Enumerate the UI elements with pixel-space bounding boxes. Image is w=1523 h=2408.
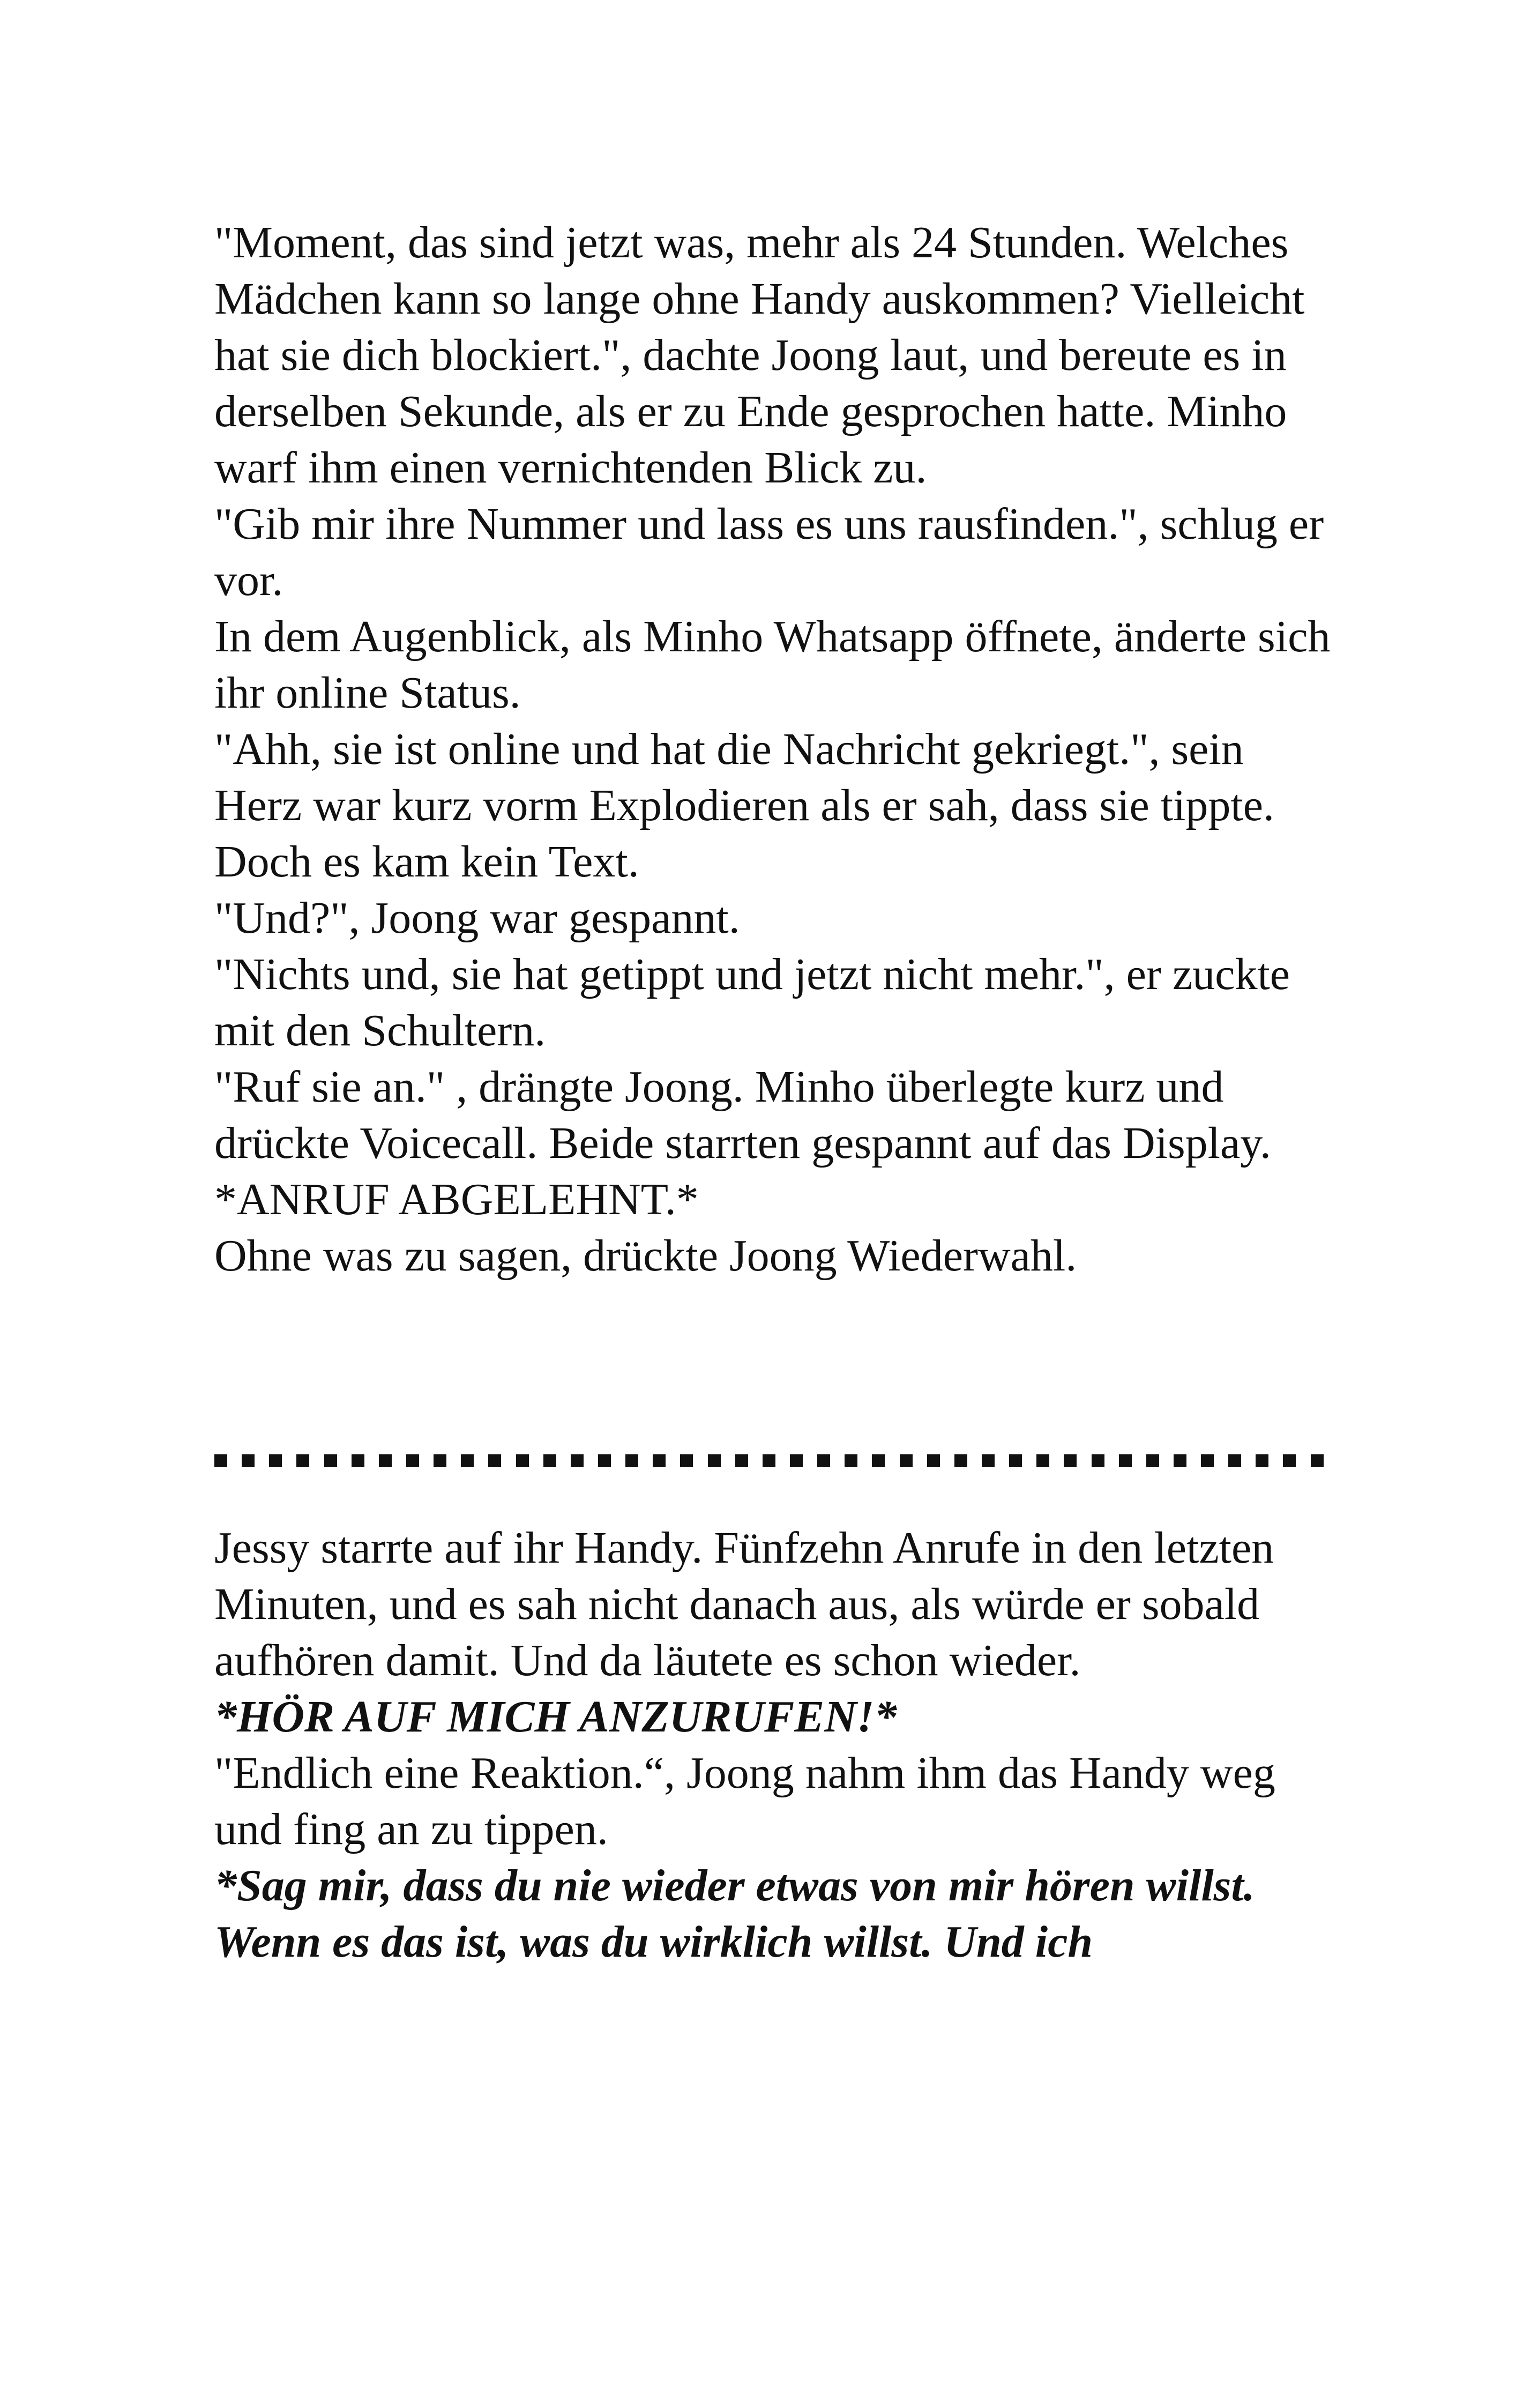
divider-dot: [872, 1454, 885, 1467]
paragraph: In dem Augenblick, als Minho Whatsapp öffnete, änderte sich ihr online Status.: [214, 612, 1331, 718]
divider-dot: [790, 1454, 803, 1467]
divider-dot: [1036, 1454, 1049, 1467]
paragraph: Ohne was zu sagen, drückte Joong Wiederwahl.: [214, 1231, 1077, 1281]
paragraph: "Nichts und, sie hat getippt und jetzt nicht mehr.", er zuckte mit den Schultern.: [214, 949, 1290, 1056]
paragraph: "Ruf sie an." , drängte Joong. Minho überlegte kurz und drückte Voicecall. Beide starrten gespannt auf das Display.: [214, 1062, 1271, 1168]
paragraph: "Ahh, sie ist online und hat die Nachricht gekriegt.", sein Herz war kurz vorm Explodieren als er sah, dass sie tippte. Doch es kam kein Text.: [214, 724, 1275, 887]
divider-dot: [1228, 1454, 1241, 1467]
text-section-1: [214, 214, 1340, 1284]
divider-dot: [434, 1454, 446, 1467]
divider-dot: [214, 1454, 227, 1467]
divider-dot: [1146, 1454, 1159, 1467]
divider-dot: [1119, 1454, 1132, 1467]
divider-dot: [571, 1454, 584, 1467]
divider-dot: [625, 1454, 638, 1467]
divider-dot: [488, 1454, 501, 1467]
divider-dot: [680, 1454, 693, 1467]
paragraph: "Und?", Joong war gespannt.: [214, 893, 740, 943]
paragraph: "Gib mir ihre Nummer und lass es uns rausfinden.", schlug er vor.: [214, 499, 1324, 605]
divider-dot: [352, 1454, 364, 1467]
divider-dot: [1174, 1454, 1186, 1467]
message-text: *HÖR AUF MICH ANZURUFEN!*: [214, 1692, 897, 1742]
divider-dot: [324, 1454, 337, 1467]
divider-dot: [653, 1454, 666, 1467]
paragraph: "Moment, das sind jetzt was, mehr als 24 Stunden. Welches Mädchen kann so lange ohne Handy auskommen? Vielleicht hat sie dich blockiert.", dachte Joong laut, und bereute es in derselben Sekunde, als er zu Ende gesprochen hatte. Minho warf ihm einen vernichtenden Blick zu.: [214, 218, 1305, 493]
divider-dot: [406, 1454, 419, 1467]
paragraph: *ANRUF ABGELEHNT.*: [214, 1175, 699, 1224]
paragraph: Jessy starrte auf ihr Handy. Fünfzehn Anrufe in den letzten Minuten, und es sah nicht danach aus, als würde er sobald aufhören damit. Und da läutete es schon wieder.: [214, 1523, 1274, 1685]
divider-dot: [598, 1454, 611, 1467]
message-text: *Sag mir, dass du nie wieder etwas von mir hören willst. Wenn es das ist, was du wirklich willst. Und ich: [214, 1861, 1255, 1967]
divider-dot: [900, 1454, 913, 1467]
divider-dot: [708, 1454, 721, 1467]
divider-dot: [817, 1454, 830, 1467]
divider-dot: [982, 1454, 995, 1467]
section-divider: [214, 1454, 1324, 1468]
divider-dot: [461, 1454, 474, 1467]
text-section-2: [214, 1520, 1340, 1970]
divider-dot: [1283, 1454, 1296, 1467]
divider-dot: [1311, 1454, 1324, 1467]
divider-dot: [763, 1454, 775, 1467]
divider-dot: [1256, 1454, 1268, 1467]
divider-dot: [845, 1454, 857, 1467]
divider-dot: [954, 1454, 967, 1467]
divider-dot: [735, 1454, 748, 1467]
divider-dot: [927, 1454, 940, 1467]
divider-dot: [1009, 1454, 1022, 1467]
divider-dot: [269, 1454, 282, 1467]
divider-dot: [296, 1454, 309, 1467]
divider-dot: [1064, 1454, 1077, 1467]
divider-dot: [242, 1454, 255, 1467]
divider-dot: [1092, 1454, 1104, 1467]
divider-dot: [543, 1454, 556, 1467]
divider-dot: [379, 1454, 392, 1467]
divider-dot: [516, 1454, 529, 1467]
paragraph: "Endlich eine Reaktion.“, Joong nahm ihm das Handy weg und fing an zu tippen.: [214, 1748, 1275, 1854]
divider-dot: [1201, 1454, 1214, 1467]
